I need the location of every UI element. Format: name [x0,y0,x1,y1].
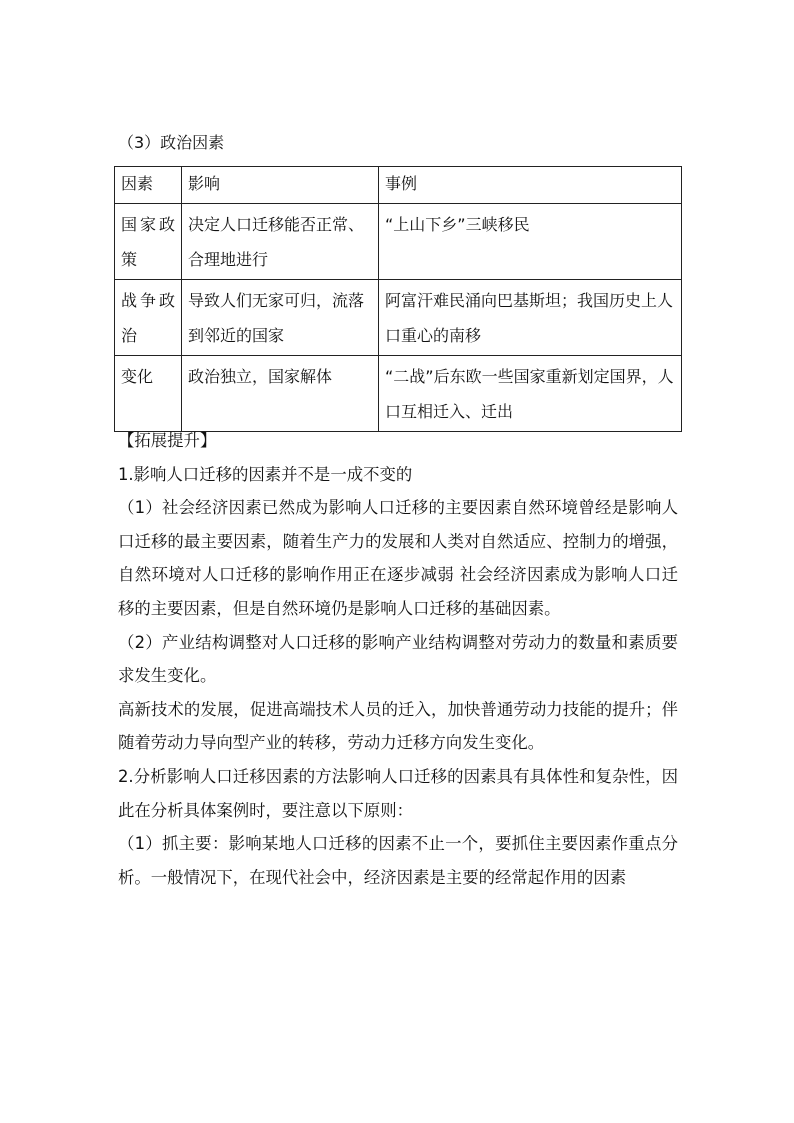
factor-cell: 变化 [115,356,182,432]
point1-item2: （2）产业结构调整对人口迁移的影响产业结构调整对劳动力的数量和素质要求发生变化。 [118,632,678,686]
example-cell: 阿富汗难民涌向巴基斯坦；我国历史上人口重心的南移 [379,280,682,356]
header-factor: 因素 [115,167,182,204]
table-row [115,204,682,280]
extension-section [118,424,678,894]
impact-cell: 导致人们无家可归，流落到邻近的国家 [182,280,379,356]
impact-cell: 决定人口迁移能否正常、合理地进行 [182,204,379,280]
impact-cell: 政治独立，国家解体 [182,356,379,432]
point2-item1: （1）抓主要：影响某地人口迁移的因素不止一个，要抓住主要因素作重点分析。一般情况下，在现代社会中，经济因素是主要的经常起作用的因素 [118,834,678,887]
point2-title: 2.分析影响人口迁移因素的方法影响人口迁移的因素具有具体性和复杂性，因此在分析具体案例时，要注意以下原则： [118,766,678,820]
example-cell: “二战”后东欧一些国家重新划定国界，人口互相迁入、迁出 [379,356,682,432]
section-title: （3）政治因素 [118,133,225,152]
table-header-row [115,167,682,204]
factor-cell: 战争政治 [115,280,182,356]
point1-item1: （1）社会经济因素已然成为影响人口迁移的主要因素自然环境曾经是影响人口迁移的最主要因素，随着生产力的发展和人类对自然适应、控制力的增强，自然环境对人口迁移的影响作用正在逐步减弱 社会经济因素成为影响人口迁移的主要因素，但是自然环境仍是影响人口迁移的基础因素。 [118,498,678,618]
header-impact: 影响 [182,167,379,204]
table-row [115,356,682,432]
factor-cell: 国家政策 [115,204,182,280]
table-row [115,280,682,356]
political-factors-table [114,166,682,432]
point1-item2-detail: 高新技术的发展，促进高端技术人员的迁入，加快普通劳动力技能的提升；伴随着劳动力导向型产业的转移，劳动力迁移方向发生变化。 [118,699,678,753]
example-cell: “上山下乡”三峡移民 [379,204,682,280]
extension-heading: 【拓展提升】 [118,431,217,450]
point1-title: 1.影响人口迁移的因素并不是一成不变的 [118,464,413,484]
header-example: 事例 [379,167,682,204]
